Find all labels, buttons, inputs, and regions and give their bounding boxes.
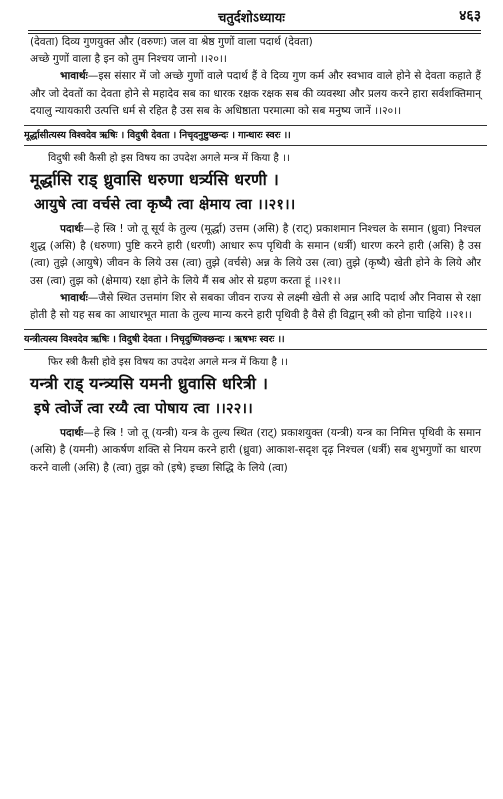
page-body bbox=[24, 34, 481, 477]
chapter-title: चतुर्दशोऽध्यायः bbox=[218, 11, 285, 26]
padartha-21-text: —हे स्त्रि ! जो तू सूर्य के तुल्य (मूर्द्धा) उत्तम (असि) है (राट्) प्रकाशमान निश्चल के समान (ध्रुवा) निश्चल शुद्ध (असि) है (धरुणा) पुष्टि करने हारी (धरणी) आधार रूप पृथिवी के समान (धर्त्री) धारण करने हारी (असि) है उस (त्वा) तुझे (आयुषे) जीवन के लिये उस (त्वा) तुझे (वर्चसे) अन्न के लिये उस (त्वा) तुझे (कृष्यै) खेती होने के लिये और उस (त्वा) तुझ को (क्षेमाय) रक्षा होने के लिये मैं सब ओर से ग्रहण करता हूं ।।२१।। bbox=[30, 223, 481, 287]
bhavartha-20 bbox=[30, 68, 481, 120]
bhavartha-21 bbox=[30, 290, 481, 324]
bhavartha-20-label: भावार्थः bbox=[60, 70, 88, 83]
mantra-22-line1: यन्त्री राड् यन्त्र्यसि यमनी ध्रुवासि धरित्री । bbox=[30, 374, 269, 394]
padartha-21-label: पदार्थः bbox=[60, 223, 84, 236]
mantra-21-line2: आयुषे त्वा वर्चसे त्वा कृष्यै त्वा क्षेमाय त्वा ।।२१।। bbox=[34, 196, 296, 214]
padartha-22-text: —हे स्त्रि ! जो तू (यन्त्री) यन्त्र के तुल्य स्थित (राट्) प्रकाशयुक्त (यन्त्री) यन्त्र का निमित्त पृथिवी के समान (असि) है (यमनी) आकर्षण शक्ति से नियम करने हारी (ध्रुवा) आकाश-सदृश दृढ़ निश्चल (धर्त्री) सब शुभगुणों का धारण करने वाली (असि) है (त्वा) तुझ को (इषे) इच्छा सिद्धि के लिये (त्वा) bbox=[30, 427, 481, 474]
verse-22-metadata: यन्त्रीत्यस्य विश्वदेव ऋषिः । विदुषी देवता । निचृदुष्णिक्छन्दः । ऋषभः स्वरः ।। bbox=[24, 329, 487, 350]
bhavartha-21-label: भावार्थः bbox=[60, 291, 88, 304]
mantra-21-line1: मूर्द्धासि राड् ध्रुवासि धरुणा धर्त्र्यसि धरणी । bbox=[30, 170, 279, 190]
verse-22-intro: फिर स्त्री कैसी होवे इस विषय का उपदेश अगले मन्त्र में किया है ।। bbox=[48, 357, 288, 369]
mantra-22-line2: इषे त्वोर्जे त्वा रय्यै त्वा पोषाय त्वा ।।२२।। bbox=[34, 400, 253, 418]
verse-21-metadata: मूर्द्धासीत्यस्य विश्वदेव ऋषिः । विदुषी देवता । निचृदनुष्टुप्छन्दः । गान्धारः स्वरः ।। bbox=[24, 125, 487, 146]
padartha-21 bbox=[30, 221, 481, 290]
previous-verse-tail bbox=[30, 34, 481, 68]
previous-verse-tail-line2: अच्छे गुणों वाला है इन को तुम निश्चय जानो ।।२०।। bbox=[30, 53, 227, 66]
padartha-22-label: पदार्थः bbox=[60, 427, 84, 440]
page-number: ४६३ bbox=[459, 8, 481, 24]
bhavartha-21-text: —जैसे स्थित उत्तमांग शिर से सबका जीवन राज्य से लक्ष्मी खेती से अन्न आदि पदार्थ और निवास से रक्षा होती है सो यह सब का आधारभूत माता के तुल्य मान्य करने हारी पृथिवी है वैसे ही विद्वान् स्त्री को होना चाहिये ।।२१।। bbox=[30, 291, 481, 322]
bhavartha-20-text: —इस संसार में जो अच्छे गुणों वाले पदार्थ हैं वे दिव्य गुण कर्म और स्वभाव वाले होने से देवता कहाते हैं और जो देवतों का देवता होने से महादेव सब का धारक रक्षक रक्षक सब की व्यवस्था और प्रलय करने हारा सर्वशक्तिमान् दयालु न्यायकारी उत्पत्ति धर्म से रहित है उस सब के अधिष्ठाता परमात्मा को सब मनुष्य जानें ।।२०।। bbox=[30, 70, 481, 117]
verse-21-intro: विदुषी स्त्री कैसी हो इस विषय का उपदेश अगले मन्त्र में किया है ।। bbox=[48, 153, 290, 165]
padartha-22 bbox=[30, 425, 481, 477]
previous-verse-tail-line1: (देवता) दिव्य गुणयुक्त और (वरुणः) जल वा श्रेष्ठ गुणों वाला पदार्थ (देवता) bbox=[30, 36, 313, 48]
